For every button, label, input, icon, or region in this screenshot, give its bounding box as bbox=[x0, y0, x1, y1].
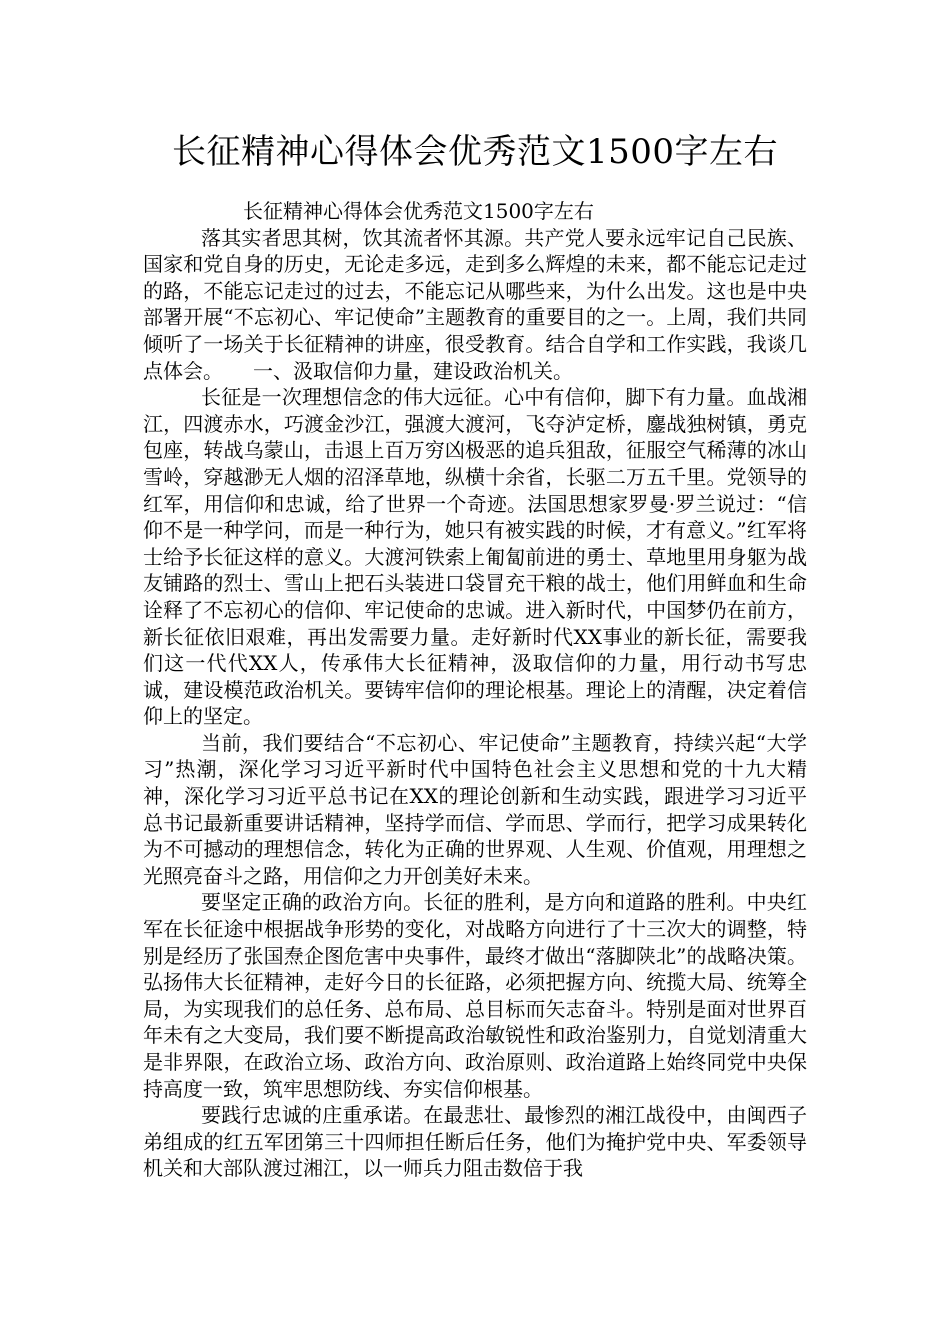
paragraph-4: 要坚定正确的政治方向。长征的胜利，是方向和道路的胜利。中央红军在长征途中根据战争形势的变化，对战略方向进行了十三次大的调整，特别是经历了张国焘企图危害中央事件，最终才做出“落脚陕北”的战略决策。弘扬伟大长征精神，走好今日的长征路，必须把握方向、统揽大局、统筹全局，为实现我们的总任务、总布局、总目标而矢志奋斗。特别是面对世界百年未有之大变局，我们要不断提高政治敏锐性和政治鉴别力，自觉划清重大是非界限，在政治立场、政治方向、政治原则、政治道路上始终同党中央保持高度一致，筑牢思想防线、夯实信仰根基。 bbox=[143, 890, 807, 1101]
paragraph-3: 当前，我们要结合“不忘初心、牢记使命”主题教育，持续兴起“大学习”热潮，深化学习习近平新时代中国特色社会主义思想和党的十九大精神，深化学习习近平总书记在XX的理论创新和生动实践，跟进学习习近平总书记最新重要讲话精神，坚持学而信、学而思、学而行，把学习成果转化为不可撼动的理想信念，转化为正确的世界观、人生观、价值观，用理想之光照亮奋斗之路，用信仰之力开创美好未来。 bbox=[143, 730, 807, 888]
paragraph-5: 要践行忠诚的庄重承诺。在最悲壮、最惨烈的湘江战役中，由闽西子弟组成的红五军团第三十四师担任断后任务，他们为掩护党中央、军委领导机关和大部队渡过湘江，以一师兵力阻击数倍于我 bbox=[143, 1103, 807, 1181]
document-subtitle: 长征精神心得体会优秀范文1500字左右 bbox=[243, 199, 594, 223]
paragraph-1: 落其实者思其树，饮其流者怀其源。共产党人要永远牢记自己民族、国家和党自身的历史，无论走多远，走到多么辉煌的未来，都不能忘记走过的路，不能忘记走过的过去，不能忘记从哪些来，为什么出发。这也是中央部署开展“不忘初心、牢记使命”主题教育的重要目的之一。上周，我们共同倾听了一场关于长征精神的讲座，很受教育。结合自学和工作实践，我谈几点体会。 一、汲取信仰力量，建设政治机关。 bbox=[143, 225, 807, 383]
document-body bbox=[143, 198, 807, 1182]
document-title: 长征精神心得体会优秀范文1500字左右 bbox=[171, 132, 779, 172]
paragraph-2: 长征是一次理想信念的伟大远征。心中有信仰，脚下有力量。血战湘江，四渡赤水，巧渡金沙江，强渡大渡河，飞夺泸定桥，鏖战独树镇，勇克包座，转战乌蒙山，击退上百万穷凶极恶的追兵狙敌，征服空气稀薄的冰山雪岭，穿越渺无人烟的沼泽草地，纵横十余省，长驱二万五千里。党领导的红军，用信仰和忠诚，给了世界一个奇迹。法国思想家罗曼·罗兰说过：“信仰不是一种学问，而是一种行为，她只有被实践的时候，才有意义。”红军将士给予长征这样的意义。大渡河铁索上匍匐前进的勇士、草地里用身躯为战友铺路的烈士、雪山上把石头装进口袋冒充干粮的战士，他们用鲜血和生命诠释了不忘初心的信仰、牢记使命的忠诚。进入新时代，中国梦仍在前方，新长征依旧艰难，再出发需要力量。走好新时代XX事业的新长征，需要我们这一代代XX人，传承伟大长征精神，汲取信仰的力量，用行动书写忠诚，建设模范政治机关。要铸牢信仰的理论根基。理论上的清醒，决定着信仰上的坚定。 bbox=[143, 385, 807, 729]
